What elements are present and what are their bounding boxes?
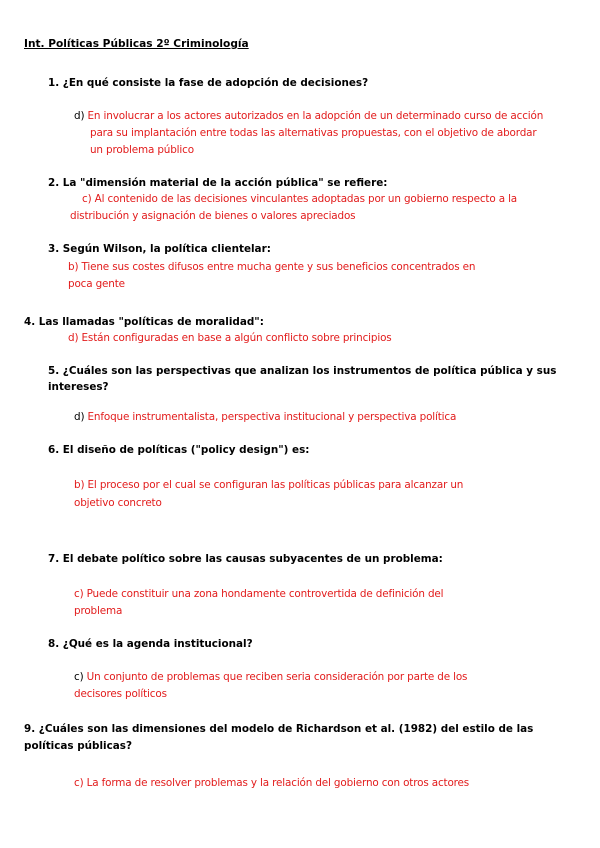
answer-6-text-1: El proceso por el cual se configuran las políticas públicas para alcanzar un xyxy=(87,479,464,491)
answer-2-line-2: distribución y asignación de bienes o valores apreciados xyxy=(70,210,356,222)
answer-5-line-1 xyxy=(74,411,456,423)
answer-8-text-1: Un conjunto de problemas que reciben seria consideración por parte de los xyxy=(86,671,468,683)
answer-4-line-1 xyxy=(68,332,392,344)
question-3: 3. Según Wilson, la política clientelar: xyxy=(48,243,271,255)
question-7: 7. El debate político sobre las causas subyacentes de un problema: xyxy=(48,553,443,565)
question-5-line-2: intereses? xyxy=(48,381,109,393)
question-9-line-2: políticas públicas? xyxy=(24,740,132,752)
answer-6-letter: b) xyxy=(74,479,85,491)
question-2: 2. La "dimensión material de la acción pública" se refiere: xyxy=(48,177,388,189)
answer-8-line-1 xyxy=(74,671,467,683)
answer-4-text-1: Están configuradas en base a algún conflicto sobre principios xyxy=(81,332,392,344)
answer-2-text-1: Al contenido de las decisiones vinculantes adoptadas por un gobierno respecto a la xyxy=(94,193,518,205)
question-6: 6. El diseño de políticas ("policy design") es: xyxy=(48,444,310,456)
answer-9-letter: c) xyxy=(74,777,84,789)
question-4: 4. Las llamadas "políticas de moralidad": xyxy=(24,316,264,328)
answer-7-line-2: problema xyxy=(74,605,123,617)
answer-6-line-2: objetivo concreto xyxy=(74,497,162,509)
answer-1-letter: d) xyxy=(74,110,85,122)
answer-3-line-1 xyxy=(68,261,475,273)
answer-1-line-1 xyxy=(74,110,543,122)
answer-1-text-1: En involucrar a los actores autorizados en la adopción de un determinado curso de acción xyxy=(87,110,544,122)
answer-7-text-1: Puede constituir una zona hondamente controvertida de definición del xyxy=(86,588,444,600)
answer-2-line-1 xyxy=(82,193,517,205)
question-8: 8. ¿Qué es la agenda institucional? xyxy=(48,638,253,650)
question-5-line-1: 5. ¿Cuáles son las perspectivas que analizan los instrumentos de política pública y sus xyxy=(48,365,557,377)
answer-7-line-1 xyxy=(74,588,443,600)
answer-9-line-1 xyxy=(74,777,469,789)
question-9-line-1: 9. ¿Cuáles son las dimensiones del modelo de Richardson et al. (1982) del estilo de las xyxy=(24,723,534,735)
question-1: 1. ¿En qué consiste la fase de adopción de decisiones? xyxy=(48,77,369,89)
answer-5-letter: d) xyxy=(74,411,85,423)
answer-7-letter: c) xyxy=(74,588,84,600)
answer-4-letter: d) xyxy=(68,332,79,344)
answer-8-line-2: decisores políticos xyxy=(74,688,167,700)
answer-3-text-1: Tiene sus costes difusos entre mucha gente y sus beneficios concentrados en xyxy=(81,261,476,273)
answer-2-letter: c) xyxy=(82,193,92,205)
answer-1-line-2: para su implantación entre todas las alternativas propuestas, con el objetivo de abordar xyxy=(90,127,537,139)
answer-3-letter: b) xyxy=(68,261,79,273)
answer-6-line-1 xyxy=(74,479,463,491)
answer-5-text-1: Enfoque instrumentalista, perspectiva institucional y perspectiva política xyxy=(87,411,457,423)
answer-1-line-3: un problema público xyxy=(90,144,194,156)
document-title: Int. Políticas Públicas 2º Criminología xyxy=(24,38,249,50)
answer-3-line-2: poca gente xyxy=(68,278,125,290)
answer-8-letter: c) xyxy=(74,671,84,683)
answer-9-text-1: La forma de resolver problemas y la relación del gobierno con otros actores xyxy=(86,777,470,789)
